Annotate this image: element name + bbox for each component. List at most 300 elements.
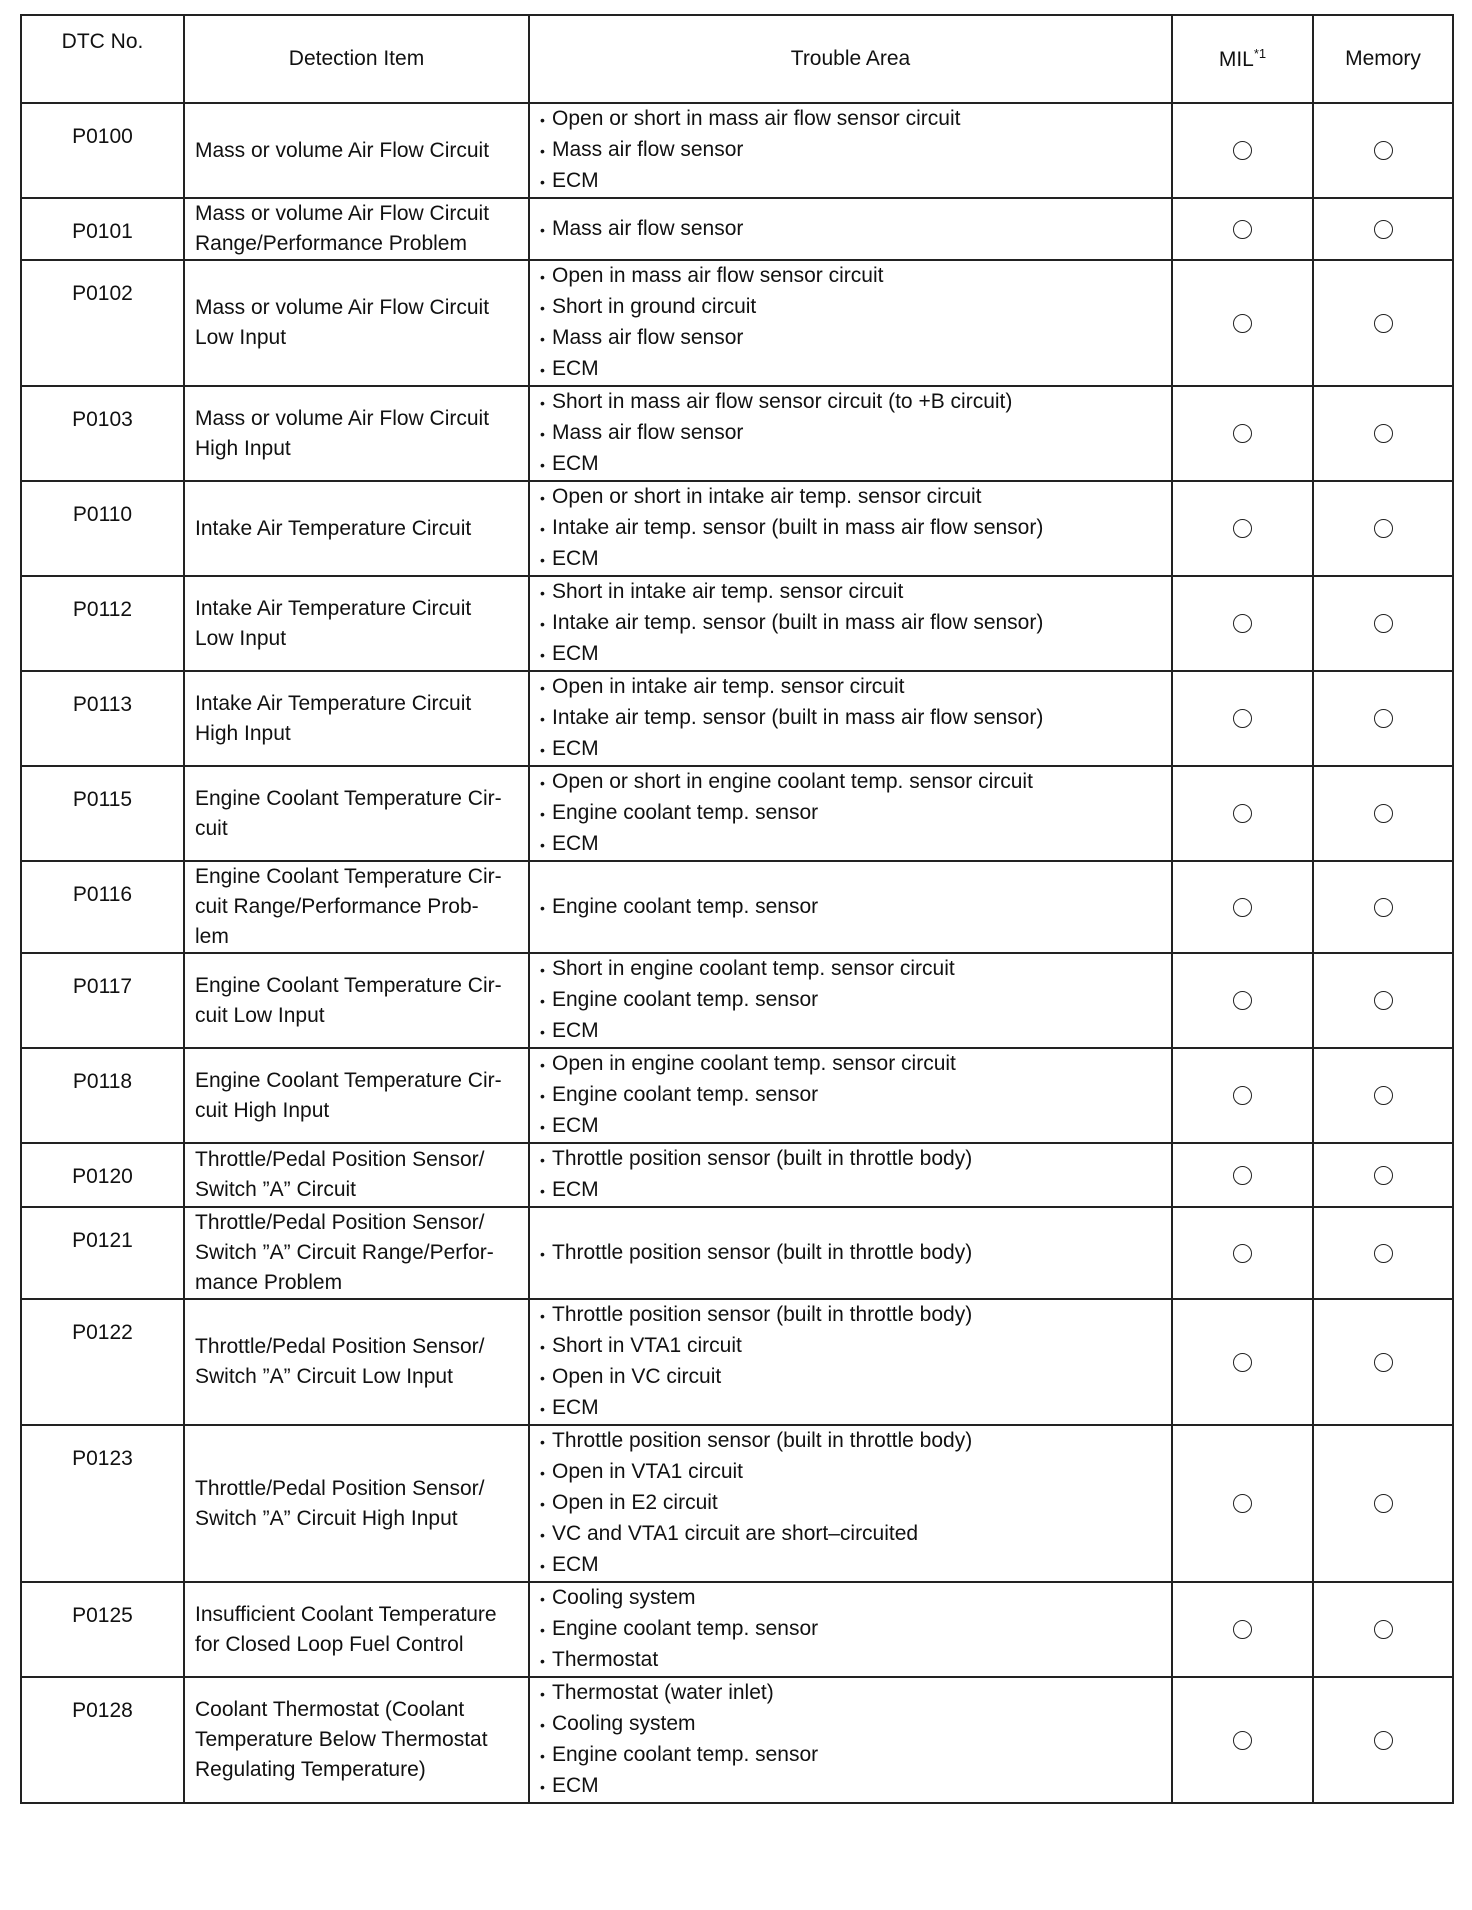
- bullet-icon: •: [540, 457, 545, 473]
- trouble-area-text: Engine coolant temp. sensor: [552, 1743, 819, 1766]
- detection-item: [184, 481, 529, 576]
- dtc-code: P0110: [21, 481, 184, 576]
- trouble-area-item: [540, 135, 1161, 166]
- circle-icon: [1374, 220, 1393, 239]
- bullet-icon: •: [540, 1434, 545, 1450]
- detection-item: [184, 1299, 529, 1425]
- trouble-area-item: [540, 767, 1161, 798]
- trouble-area-text: Cooling system: [552, 1712, 696, 1735]
- trouble-area-text: Open or short in mass air flow sensor circuit: [552, 107, 961, 130]
- trouble-area-item: [540, 734, 1161, 765]
- trouble-area-item: [540, 639, 1161, 670]
- header-memory: Memory: [1313, 15, 1453, 103]
- dtc-code: P0123: [21, 1425, 184, 1582]
- table-row: [21, 386, 1453, 481]
- trouble-area-text: ECM: [552, 832, 599, 855]
- dtc-table: [20, 14, 1454, 1804]
- circle-icon: [1374, 898, 1393, 917]
- trouble-area-text: ECM: [552, 642, 599, 665]
- bullet-icon: •: [540, 680, 545, 696]
- detection-item-line: cuit Low Input: [195, 1003, 325, 1027]
- dtc-code: P0102: [21, 260, 184, 386]
- circle-icon: [1233, 804, 1252, 823]
- bullet-icon: •: [540, 331, 545, 347]
- table-row: [21, 1425, 1453, 1582]
- trouble-area-text: ECM: [552, 1114, 599, 1137]
- memory-cell: [1313, 1048, 1453, 1143]
- detection-item-line: Regulating Temperature): [195, 1758, 426, 1781]
- trouble-area: [529, 260, 1172, 386]
- mil-cell: [1172, 1677, 1313, 1803]
- detection-item: [184, 671, 529, 766]
- trouble-area-text: ECM: [552, 1774, 599, 1797]
- memory-cell: [1313, 1677, 1453, 1803]
- trouble-area: [529, 103, 1172, 198]
- trouble-area-item: [540, 892, 1161, 923]
- circle-icon: [1374, 314, 1393, 333]
- trouble-area-text: Engine coolant temp. sensor: [552, 801, 819, 824]
- trouble-area: [529, 1207, 1172, 1299]
- trouble-area-item: [540, 513, 1161, 544]
- circle-icon: [1374, 1353, 1393, 1372]
- bullet-icon: •: [540, 647, 545, 663]
- detection-item: [184, 386, 529, 481]
- detection-item-line: Throttle/Pedal Position Sensor/: [195, 1476, 485, 1500]
- trouble-area: [529, 1425, 1172, 1582]
- header-detection-item: Detection Item: [184, 15, 529, 103]
- header-dtc-no: DTC No.: [21, 15, 184, 103]
- trouble-area-item: [540, 672, 1161, 703]
- trouble-area-item: [540, 482, 1161, 513]
- bullet-icon: •: [540, 775, 545, 791]
- mil-cell: [1172, 386, 1313, 481]
- trouble-area-text: ECM: [552, 737, 599, 760]
- trouble-area-item: [540, 1457, 1161, 1488]
- trouble-area-item: [540, 1771, 1161, 1802]
- trouble-area-item: [540, 798, 1161, 829]
- trouble-area: [529, 1299, 1172, 1425]
- detection-item-line: Coolant Thermostat (Coolant: [195, 1698, 465, 1721]
- trouble-area-item: [540, 608, 1161, 639]
- detection-item-line: Mass or volume Air Flow Circuit: [195, 406, 490, 430]
- bullet-icon: •: [540, 1308, 545, 1324]
- trouble-area-item: [540, 323, 1161, 354]
- bullet-icon: •: [540, 490, 545, 506]
- trouble-area-item: [540, 1300, 1161, 1331]
- bullet-icon: •: [540, 1465, 545, 1481]
- bullet-icon: •: [540, 1496, 545, 1512]
- trouble-area-text: Open in engine coolant temp. sensor circuit: [552, 1052, 956, 1075]
- trouble-area-text: Open or short in engine coolant temp. sensor circuit: [552, 770, 1033, 793]
- trouble-area-item: [540, 1049, 1161, 1080]
- trouble-area-item: [540, 829, 1161, 860]
- trouble-area-item: [540, 1645, 1161, 1676]
- detection-item-line: cuit Range/Performance Prob-: [195, 895, 479, 918]
- trouble-area-text: Short in VTA1 circuit: [552, 1334, 742, 1357]
- table-row: [21, 576, 1453, 671]
- dtc-code: P0125: [21, 1582, 184, 1677]
- header-mil-label: MIL: [1218, 48, 1254, 71]
- bullet-icon: •: [540, 1653, 545, 1669]
- circle-icon: [1374, 1086, 1393, 1105]
- trouble-area-item: [540, 449, 1161, 480]
- trouble-area-item: [540, 703, 1161, 734]
- bullet-icon: •: [540, 143, 545, 159]
- dtc-code: P0120: [21, 1143, 184, 1207]
- trouble-area-item: [540, 292, 1161, 323]
- table-row: [21, 198, 1453, 260]
- trouble-area-text: Open in VC circuit: [552, 1365, 722, 1388]
- dtc-table-body: [21, 103, 1453, 1803]
- detection-item-line: Engine Coolant Temperature Cir-: [195, 786, 502, 810]
- trouble-area-text: ECM: [552, 1178, 599, 1201]
- memory-cell: [1313, 671, 1453, 766]
- bullet-icon: •: [540, 1057, 545, 1073]
- circle-icon: [1233, 1620, 1252, 1639]
- circle-icon: [1233, 141, 1252, 160]
- bullet-icon: •: [540, 1748, 545, 1764]
- trouble-area-item: [540, 1331, 1161, 1362]
- detection-item-line: Intake Air Temperature Circuit: [195, 691, 472, 715]
- detection-item-line: mance Problem: [195, 1271, 343, 1294]
- trouble-area-item: [540, 1709, 1161, 1740]
- detection-item-line: Switch ”A” Circuit Low Input: [195, 1365, 453, 1388]
- bullet-icon: •: [540, 300, 545, 316]
- table-row: [21, 1048, 1453, 1143]
- detection-item-line: Throttle/Pedal Position Sensor/: [195, 1148, 485, 1171]
- dtc-code: P0103: [21, 386, 184, 481]
- circle-icon: [1233, 424, 1252, 443]
- trouble-area: [529, 766, 1172, 861]
- trouble-area: [529, 1677, 1172, 1803]
- detection-item-line: Engine Coolant Temperature Cir-: [195, 865, 502, 888]
- trouble-area: [529, 198, 1172, 260]
- dtc-code: P0101: [21, 198, 184, 260]
- trouble-area-item: [540, 1740, 1161, 1771]
- trouble-area-text: Thermostat: [552, 1648, 659, 1671]
- detection-item: [184, 198, 529, 260]
- circle-icon: [1233, 519, 1252, 538]
- trouble-area-text: Short in intake air temp. sensor circuit: [552, 580, 904, 603]
- trouble-area-item: [540, 985, 1161, 1016]
- trouble-area: [529, 1143, 1172, 1207]
- bullet-icon: •: [540, 1024, 545, 1040]
- header-mil-footnote: *1: [1253, 46, 1267, 61]
- mil-cell: [1172, 1207, 1313, 1299]
- trouble-area-item: [540, 1144, 1161, 1175]
- mil-cell: [1172, 766, 1313, 861]
- trouble-area-text: Open in intake air temp. sensor circuit: [552, 675, 905, 698]
- memory-cell: [1313, 861, 1453, 953]
- circle-icon: [1374, 519, 1393, 538]
- detection-item-line: Mass or volume Air Flow Circuit: [195, 296, 490, 319]
- trouble-area-text: Thermostat (water inlet): [552, 1681, 774, 1704]
- trouble-area-text: Engine coolant temp. sensor: [552, 988, 819, 1011]
- bullet-icon: •: [540, 426, 545, 442]
- bullet-icon: •: [540, 585, 545, 601]
- bullet-icon: •: [540, 269, 545, 285]
- trouble-area-text: Throttle position sensor (built in throttle body): [552, 1303, 973, 1326]
- trouble-area-text: Mass air flow sensor: [552, 138, 744, 161]
- memory-cell: [1313, 1207, 1453, 1299]
- detection-item-line: Intake Air Temperature Circuit: [195, 516, 472, 540]
- table-row: [21, 103, 1453, 198]
- bullet-icon: •: [540, 1717, 545, 1733]
- trouble-area-text: Intake air temp. sensor (built in mass air flow sensor): [552, 611, 1044, 634]
- trouble-area-text: ECM: [552, 169, 599, 192]
- trouble-area-text: ECM: [552, 1553, 599, 1576]
- detection-item: [184, 953, 529, 1048]
- detection-item: [184, 1207, 529, 1299]
- bullet-icon: •: [540, 362, 545, 378]
- trouble-area-text: ECM: [552, 357, 599, 380]
- detection-item: [184, 1425, 529, 1582]
- bullet-icon: •: [540, 112, 545, 128]
- bullet-icon: •: [540, 837, 545, 853]
- dtc-code: P0115: [21, 766, 184, 861]
- table-row: [21, 1299, 1453, 1425]
- bullet-icon: •: [540, 1686, 545, 1702]
- bullet-icon: •: [540, 552, 545, 568]
- trouble-area-text: Short in engine coolant temp. sensor circuit: [552, 957, 955, 980]
- mil-cell: [1172, 481, 1313, 576]
- bullet-icon: •: [540, 174, 545, 190]
- circle-icon: [1374, 709, 1393, 728]
- mil-cell: [1172, 1299, 1313, 1425]
- detection-item-line: Switch ”A” Circuit Range/Perfor-: [195, 1241, 494, 1264]
- trouble-area-item: [540, 1488, 1161, 1519]
- trouble-area-text: VC and VTA1 circuit are short–circuited: [552, 1522, 919, 1545]
- trouble-area-item: [540, 954, 1161, 985]
- trouble-area-item: [540, 166, 1161, 197]
- trouble-area-text: Engine coolant temp. sensor: [552, 1083, 819, 1106]
- memory-cell: [1313, 1425, 1453, 1582]
- trouble-area-item: [540, 1426, 1161, 1457]
- trouble-area-item: [540, 1362, 1161, 1393]
- trouble-area-text: Intake air temp. sensor (built in mass air flow sensor): [552, 706, 1044, 729]
- mil-cell: [1172, 1143, 1313, 1207]
- dtc-code: P0128: [21, 1677, 184, 1803]
- memory-cell: [1313, 1582, 1453, 1677]
- detection-item: [184, 861, 529, 953]
- bullet-icon: •: [540, 993, 545, 1009]
- trouble-area-item: [540, 354, 1161, 385]
- circle-icon: [1233, 1166, 1252, 1185]
- detection-item-line: High Input: [195, 436, 291, 460]
- trouble-area-text: Throttle position sensor (built in throttle body): [552, 1147, 973, 1170]
- detection-item: [184, 103, 529, 198]
- detection-item-line: Mass or volume Air Flow Circuit: [195, 202, 490, 225]
- header-mil: [1172, 15, 1313, 103]
- bullet-icon: •: [540, 395, 545, 411]
- circle-icon: [1233, 1494, 1252, 1513]
- mil-cell: [1172, 1048, 1313, 1143]
- trouble-area-text: Open or short in intake air temp. sensor circuit: [552, 485, 982, 508]
- dtc-code: P0112: [21, 576, 184, 671]
- trouble-area-text: Throttle position sensor (built in throttle body): [552, 1240, 973, 1264]
- detection-item: [184, 576, 529, 671]
- circle-icon: [1233, 1086, 1252, 1105]
- bullet-icon: •: [540, 1152, 545, 1168]
- detection-item-line: lem: [195, 925, 229, 948]
- trouble-area-text: Cooling system: [552, 1586, 696, 1609]
- detection-item-line: High Input: [195, 721, 291, 745]
- circle-icon: [1374, 1731, 1393, 1750]
- trouble-area: [529, 671, 1172, 766]
- trouble-area-item: [540, 214, 1161, 245]
- circle-icon: [1233, 1353, 1252, 1372]
- detection-item-line: cuit High Input: [195, 1098, 330, 1122]
- trouble-area-text: Engine coolant temp. sensor: [552, 894, 819, 918]
- mil-cell: [1172, 1582, 1313, 1677]
- bullet-icon: •: [540, 1527, 545, 1543]
- trouble-area-text: Short in mass air flow sensor circuit (to +B circuit): [552, 390, 1013, 413]
- memory-cell: [1313, 198, 1453, 260]
- trouble-area-item: [540, 1678, 1161, 1709]
- detection-item-line: Throttle/Pedal Position Sensor/: [195, 1335, 485, 1358]
- trouble-area-item: [540, 261, 1161, 292]
- dtc-code: P0121: [21, 1207, 184, 1299]
- bullet-icon: •: [540, 1183, 545, 1199]
- bullet-icon: •: [540, 1779, 545, 1795]
- dtc-code: P0100: [21, 103, 184, 198]
- table-row: [21, 766, 1453, 861]
- bullet-icon: •: [540, 899, 545, 916]
- trouble-area-item: [540, 1016, 1161, 1047]
- circle-icon: [1233, 220, 1252, 239]
- detection-item-line: Intake Air Temperature Circuit: [195, 596, 472, 620]
- memory-cell: [1313, 576, 1453, 671]
- table-row: [21, 260, 1453, 386]
- trouble-area-text: Open in VTA1 circuit: [552, 1460, 744, 1483]
- memory-cell: [1313, 766, 1453, 861]
- detection-item-line: Switch ”A” Circuit: [195, 1178, 357, 1201]
- memory-cell: [1313, 481, 1453, 576]
- trouble-area-item: [540, 1550, 1161, 1581]
- bullet-icon: •: [540, 1088, 545, 1104]
- memory-cell: [1313, 953, 1453, 1048]
- trouble-area-text: Open in mass air flow sensor circuit: [552, 264, 884, 287]
- bullet-icon: •: [540, 742, 545, 758]
- circle-icon: [1374, 991, 1393, 1010]
- detection-item-line: Temperature Below Thermostat: [195, 1728, 488, 1751]
- trouble-area-item: [540, 577, 1161, 608]
- bullet-icon: •: [540, 1622, 545, 1638]
- circle-icon: [1233, 1731, 1252, 1750]
- dtc-code: P0116: [21, 861, 184, 953]
- trouble-area-item: [540, 1175, 1161, 1206]
- mil-cell: [1172, 861, 1313, 953]
- circle-icon: [1233, 314, 1252, 333]
- detection-item-line: Range/Performance Problem: [195, 232, 467, 255]
- circle-icon: [1374, 1244, 1393, 1263]
- mil-cell: [1172, 103, 1313, 198]
- trouble-area-item: [540, 1393, 1161, 1424]
- memory-cell: [1313, 103, 1453, 198]
- trouble-area: [529, 481, 1172, 576]
- bullet-icon: •: [540, 1401, 545, 1417]
- dtc-code: P0122: [21, 1299, 184, 1425]
- trouble-area: [529, 953, 1172, 1048]
- trouble-area-item: [540, 1614, 1161, 1645]
- circle-icon: [1233, 1244, 1252, 1263]
- bullet-icon: •: [540, 1591, 545, 1607]
- table-row: [21, 1677, 1453, 1803]
- detection-item-line: cuit: [195, 816, 228, 840]
- bullet-icon: •: [540, 1339, 545, 1355]
- mil-cell: [1172, 260, 1313, 386]
- trouble-area-text: Open in E2 circuit: [552, 1491, 718, 1514]
- bullet-icon: •: [540, 221, 545, 238]
- trouble-area-text: Throttle position sensor (built in throttle body): [552, 1429, 973, 1452]
- detection-item: [184, 1048, 529, 1143]
- trouble-area-text: ECM: [552, 1396, 599, 1419]
- table-row: [21, 1207, 1453, 1299]
- detection-item-line: Throttle/Pedal Position Sensor/: [195, 1211, 485, 1234]
- detection-item: [184, 1677, 529, 1803]
- bullet-icon: •: [540, 806, 545, 822]
- trouble-area-item: [540, 104, 1161, 135]
- bullet-icon: •: [540, 711, 545, 727]
- detection-item: [184, 1143, 529, 1207]
- trouble-area: [529, 1048, 1172, 1143]
- detection-item-line: Low Input: [195, 626, 287, 650]
- circle-icon: [1374, 424, 1393, 443]
- detection-item-line: Engine Coolant Temperature Cir-: [195, 1068, 502, 1092]
- trouble-area: [529, 1582, 1172, 1677]
- mil-cell: [1172, 671, 1313, 766]
- memory-cell: [1313, 1299, 1453, 1425]
- circle-icon: [1233, 991, 1252, 1010]
- mil-cell: [1172, 198, 1313, 260]
- trouble-area: [529, 861, 1172, 953]
- circle-icon: [1374, 614, 1393, 633]
- trouble-area-text: Mass air flow sensor: [552, 216, 744, 240]
- circle-icon: [1233, 614, 1252, 633]
- mil-cell: [1172, 576, 1313, 671]
- trouble-area-text: ECM: [552, 1019, 599, 1042]
- trouble-area-item: [540, 1238, 1161, 1269]
- table-row: [21, 1582, 1453, 1677]
- bullet-icon: •: [540, 521, 545, 537]
- trouble-area-text: ECM: [552, 547, 599, 570]
- detection-item-line: Switch ”A” Circuit High Input: [195, 1506, 458, 1530]
- circle-icon: [1374, 141, 1393, 160]
- trouble-area: [529, 576, 1172, 671]
- bullet-icon: •: [540, 1370, 545, 1386]
- bullet-icon: •: [540, 1245, 545, 1262]
- circle-icon: [1374, 1494, 1393, 1513]
- bullet-icon: •: [540, 616, 545, 632]
- detection-item: [184, 1582, 529, 1677]
- circle-icon: [1233, 898, 1252, 917]
- detection-item: [184, 260, 529, 386]
- trouble-area-item: [540, 1080, 1161, 1111]
- detection-item: [184, 766, 529, 861]
- dtc-code: P0118: [21, 1048, 184, 1143]
- dtc-code: P0113: [21, 671, 184, 766]
- mil-cell: [1172, 953, 1313, 1048]
- detection-item-line: Mass or volume Air Flow Circuit: [195, 138, 490, 162]
- trouble-area-item: [540, 1519, 1161, 1550]
- dtc-code: P0117: [21, 953, 184, 1048]
- trouble-area-text: Mass air flow sensor: [552, 326, 744, 349]
- trouble-area-text: ECM: [552, 452, 599, 475]
- memory-cell: [1313, 260, 1453, 386]
- memory-cell: [1313, 386, 1453, 481]
- table-row: [21, 1143, 1453, 1207]
- detection-item-line: Low Input: [195, 326, 287, 349]
